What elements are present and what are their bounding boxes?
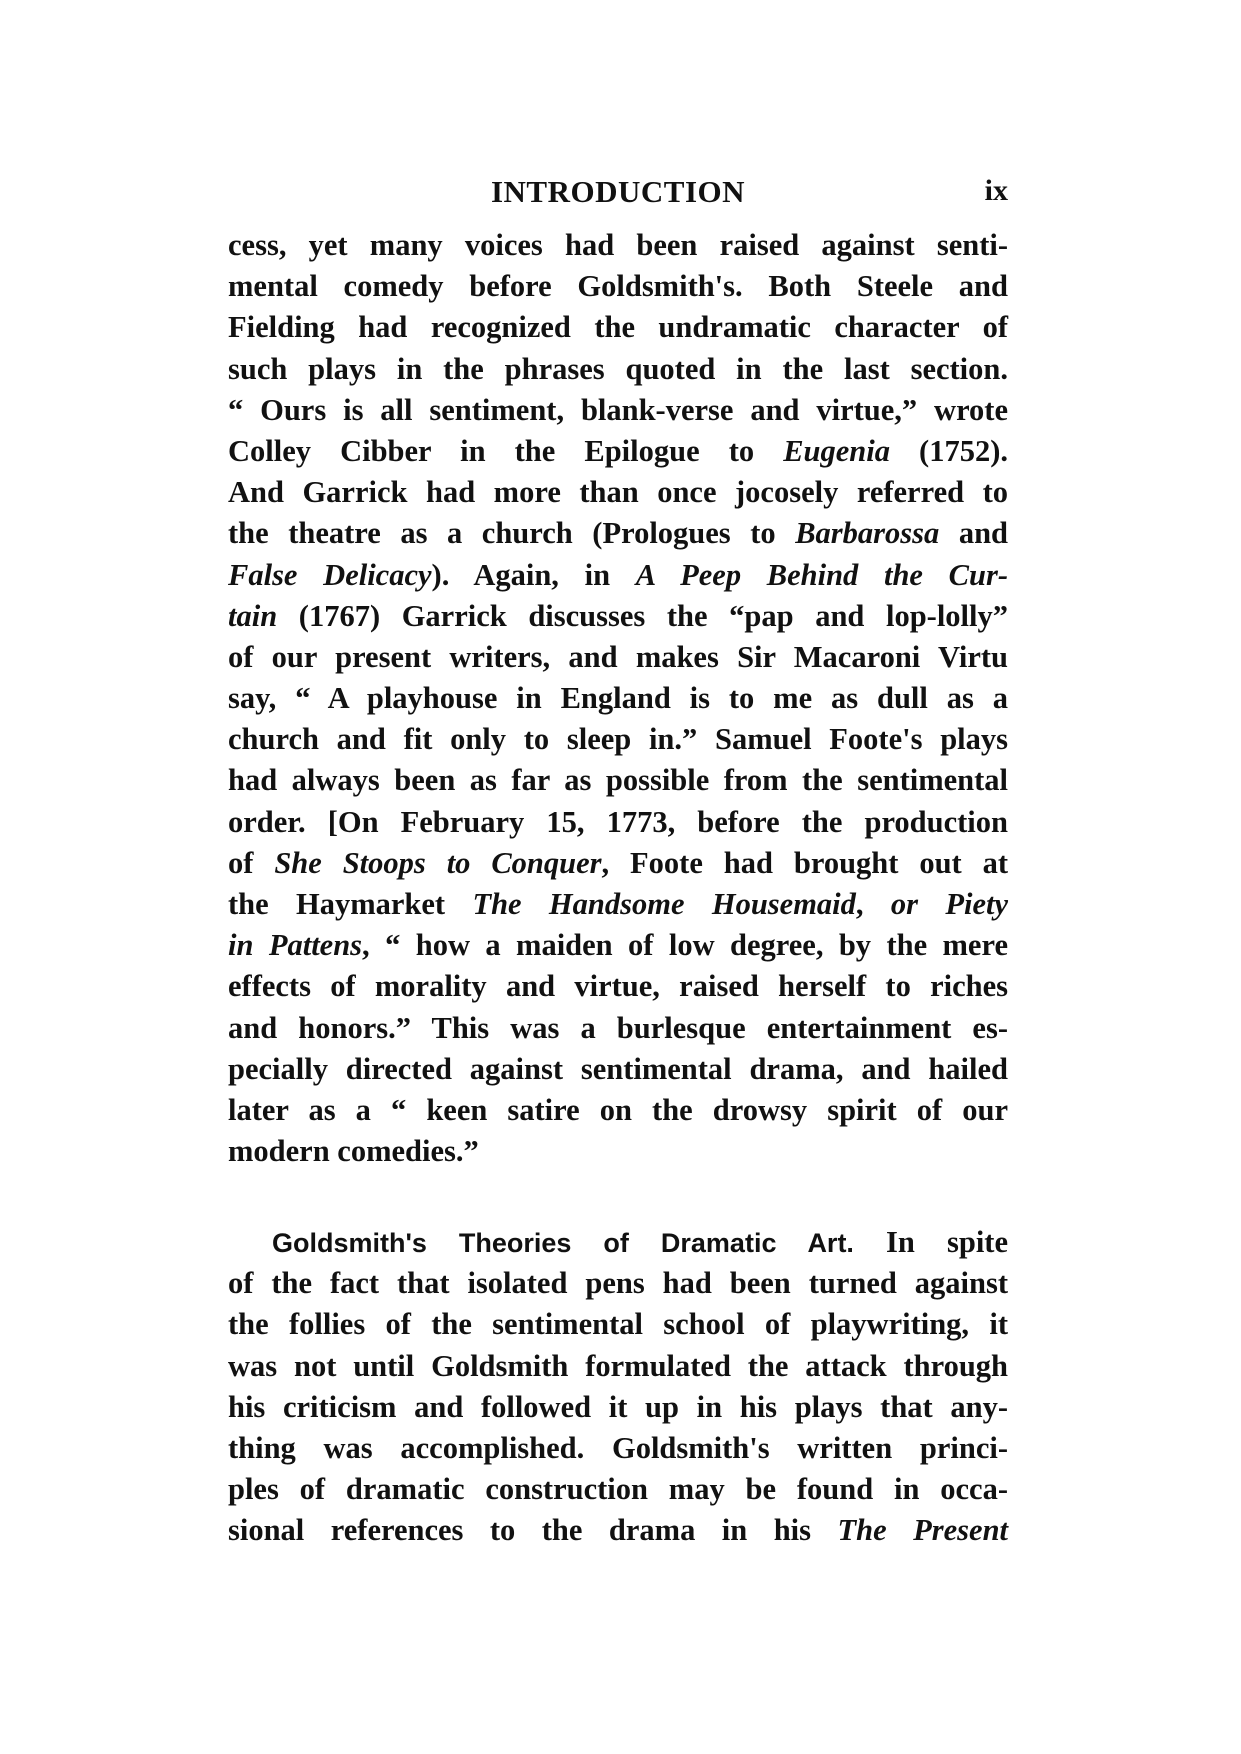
text-line: church and fit only to sleep in.” Samuel Foote's plays <box>228 722 1008 757</box>
text-line: effects of morality and virtue, raised herself to riches <box>228 969 1008 1004</box>
text-line: the Haymarket The Handsome Housemaid, or Piety <box>228 887 1009 921</box>
text-line: modern comedies.” <box>228 1134 479 1169</box>
text-line: say, “ A playhouse in England is to me as dull as a <box>228 681 1008 716</box>
text-line: the follies of the sentimental school of playwriting, it <box>228 1307 1008 1342</box>
title-eugenia: Eugenia <box>783 433 890 468</box>
text-line: in Pattens, “ how a maiden of low degree, by the mere <box>228 928 1008 963</box>
text-line: “ Ours is all sentiment, blank-verse and virtue,” wrote <box>228 392 1008 427</box>
text-line: his criticism and followed it up in his plays that any- <box>228 1389 1008 1424</box>
running-title: INTRODUCTION <box>490 174 746 209</box>
text-line: the theatre as a church (Prologues to Barbarossa and <box>228 516 1009 551</box>
section-heading: Goldsmith's Theories of Dramatic Art. <box>272 1228 854 1258</box>
text-line: Colley Cibber in the Epilogue to Eugenia (1752). <box>228 433 1008 468</box>
text-line: and honors.” This was a burlesque entertainment es- <box>228 1010 1008 1045</box>
title-the-present: The Present <box>837 1513 1009 1548</box>
text-line: of She Stoops to Conquer, Foote had brought out at <box>228 845 1009 880</box>
text-line: Fielding had recognized the undramatic character of <box>228 310 1008 345</box>
title-piety-in-pattens: Piety <box>945 887 1009 921</box>
running-head <box>228 174 1008 218</box>
text-line: of the fact that isolated pens had been turned against <box>228 1266 1008 1301</box>
title-peep-behind-the-curtain: A Peep Behind the Cur- <box>635 557 1008 592</box>
title-barbarossa: Barbarossa <box>795 516 940 551</box>
text-line: was not until Goldsmith formulated the attack through <box>228 1348 1008 1383</box>
text-line: sional references to the drama in his The Present <box>228 1513 1009 1548</box>
text-line: later as a “ keen satire on the drowsy spirit of our <box>228 1092 1008 1127</box>
title-she-stoops-to-conquer: She Stoops to Conquer <box>274 845 602 880</box>
text-line: cess, yet many voices had been raised against senti- <box>228 228 1008 262</box>
text-line: of our present writers, and makes Sir Macaroni Virtu <box>228 639 1008 674</box>
text-line: had always been as far as possible from the sentimental <box>228 763 1008 798</box>
title-handsome-housemaid: The Handsome Housemaid <box>472 887 856 921</box>
text-line: order. [On February 15, 1773, before the production <box>228 804 1008 839</box>
text-line: ples of dramatic construction may be found in occa- <box>228 1472 1008 1507</box>
text-line: Goldsmith's Theories of Dramatic Art. In spite <box>272 1225 1008 1259</box>
text-line: pecially directed against sentimental drama, and hailed <box>228 1051 1008 1086</box>
text-line: such plays in the phrases quoted in the last section. <box>228 351 1008 386</box>
title-false-delicacy: False Delicacy <box>228 557 432 592</box>
paragraph-2 <box>228 1222 1008 1552</box>
page-number: ix <box>984 174 1008 207</box>
text-line: mental comedy before Goldsmith's. Both Steele and <box>228 269 1008 304</box>
text-line: thing was accomplished. Goldsmith's written princi- <box>228 1430 1008 1465</box>
text-line: False Delicacy). Again, in A Peep Behind the Cur- <box>228 557 1008 592</box>
paragraph-1 <box>228 225 1008 1172</box>
text-line: tain (1767) Garrick discusses the “pap and lop-lolly” <box>228 598 1008 633</box>
text-line: And Garrick had more than once jocosely referred to <box>228 475 1008 510</box>
